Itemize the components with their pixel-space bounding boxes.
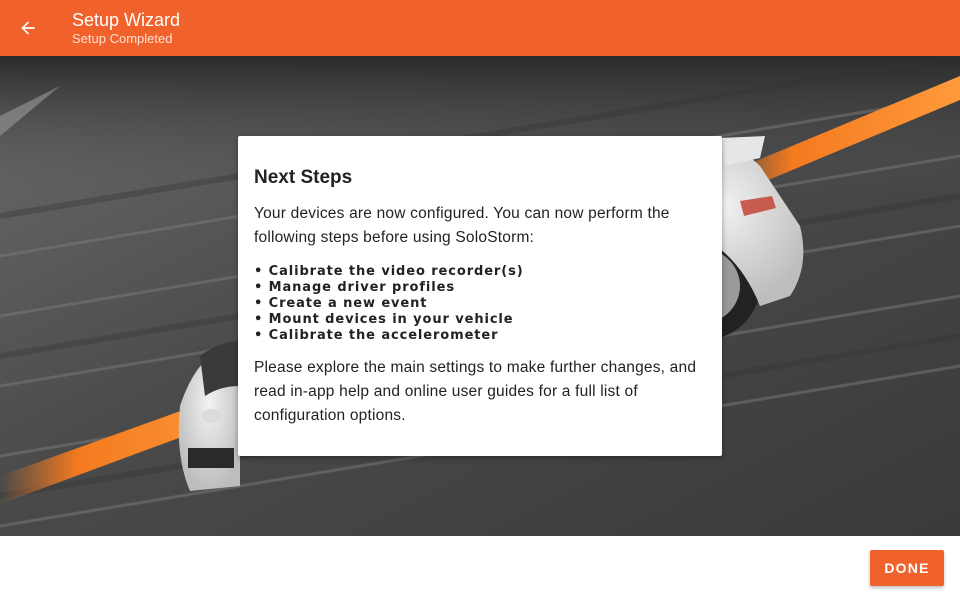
- hero-background-image: [0, 56, 960, 536]
- step-item-calibrate-accelerometer: • Calibrate the accelerometer: [254, 328, 499, 343]
- app-bar: [0, 0, 960, 56]
- done-button[interactable]: DONE: [870, 550, 944, 586]
- page-title: Setup Wizard: [72, 10, 181, 30]
- page-subtitle: Setup Completed: [72, 31, 173, 46]
- next-steps-list: [254, 264, 706, 344]
- dialog-intro-text: Your devices are now configured. You can now perform the following steps before using SoloStorm:: [254, 205, 670, 246]
- app-bar-titles: [72, 9, 180, 47]
- footer-bar: [0, 536, 960, 600]
- arrow-back-icon: [18, 18, 38, 38]
- dialog-outro-text: Please explore the main settings to make further changes, and read in-app help and online user guides for a full list of configuration options.: [254, 359, 697, 424]
- step-item-driver-profiles: • Manage driver profiles: [254, 280, 455, 295]
- dialog-title: Next Steps: [254, 167, 353, 188]
- step-item-calibrate-video: • Calibrate the video recorder(s): [254, 264, 524, 279]
- next-steps-dialog: [238, 136, 722, 456]
- back-button[interactable]: [12, 12, 44, 44]
- step-item-mount-devices: • Mount devices in your vehicle: [254, 312, 514, 327]
- step-item-new-event: • Create a new event: [254, 296, 428, 311]
